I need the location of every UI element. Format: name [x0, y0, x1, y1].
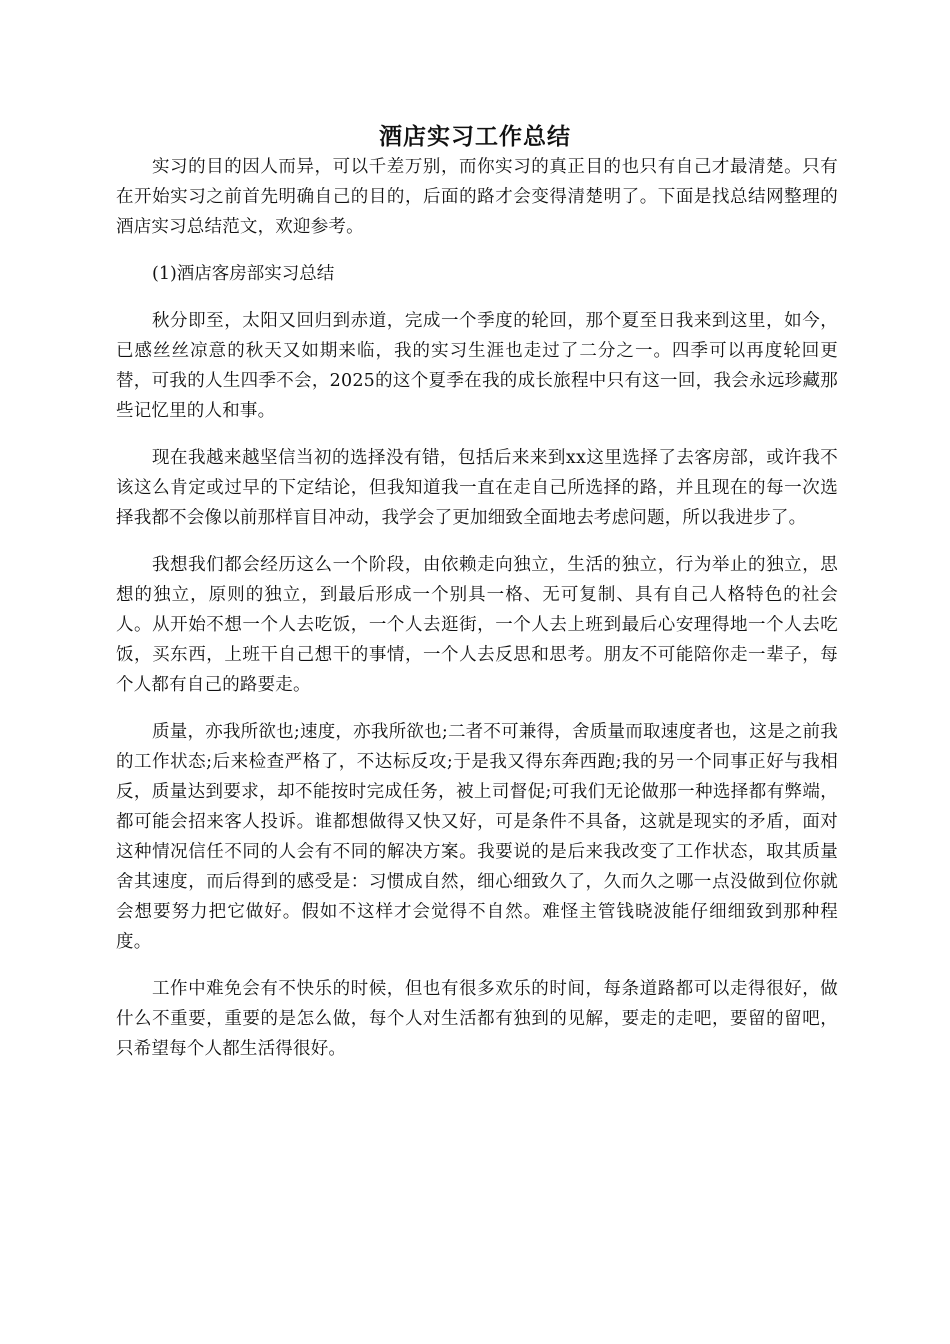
document-title: 酒店实习工作总结	[379, 123, 571, 150]
body-paragraph: 工作中难免会有不快乐的时候，但也有很多欢乐的时间，每条道路都可以走得很好，做什么不重要，重要的是怎么做，每个人对生活都有独到的见解，要走的走吧，要留的留吧，只希望每个人都生活得很好。	[116, 979, 838, 1059]
document-body	[116, 152, 838, 1081]
section-heading: (1)酒店客房部实习总结	[152, 264, 335, 284]
body-paragraph: 现在我越来越坚信当初的选择没有错，包括后来来到xx这里选择了去客房部，或许我不该这么肯定或过早的下定结论，但我知道我一直在走自己所选择的路，并且现在的每一次选择我都不会像以前那样盲目冲动，我学会了更加细致全面地去考虑问题，所以我进步了。	[116, 448, 838, 528]
body-paragraph: 质量，亦我所欲也;速度，亦我所欲也;二者不可兼得，舍质量而取速度者也，这是之前我的工作状态;后来检查严格了，不达标反攻;于是我又得东奔西跑;我的另一个同事正好与我相反，质量达到要求，却不能按时完成任务，被上司督促;可我们无论做那一种选择都有弊端，都可能会招来客人投诉。谁都想做得又快又好，可是条件不具备，这就是现实的矛盾，面对这种情况信任不同的人会有不同的解决方案。我要说的是后来我改变了工作状态，取其质量舍其速度，而后得到的感受是：习惯成自然，细心细致久了，久而久之哪一点没做到位你就会想要努力把它做好。假如不这样才会觉得不自然。难怪主管钱晓波能仔细细致到那种程度。	[116, 722, 838, 952]
body-paragraph: 秋分即至，太阳又回归到赤道，完成一个季度的轮回，那个夏至日我来到这里，如今，已感丝丝凉意的秋天又如期来临，我的实习生涯也走过了二分之一。四季可以再度轮回更替，可我的人生四季不会，2025的这个夏季在我的成长旅程中只有这一回，我会永远珍藏那些记忆里的人和事。	[116, 311, 838, 421]
body-paragraph: 我想我们都会经历这么一个阶段，由依赖走向独立，生活的独立，行为举止的独立，思想的独立，原则的独立，到最后形成一个别具一格、无可复制、具有自己人格特色的社会人。从开始不想一个人去吃饭，一个人去逛街，一个人去上班到最后心安理得地一个人去吃饭，买东西，上班干自己想干的事情，一个人去反思和思考。朋友不可能陪你走一辈子，每个人都有自己的路要走。	[116, 555, 838, 695]
intro-paragraph: 实习的目的因人而异，可以千差万别，而你实习的真正目的也只有自己才最清楚。只有在开始实习之前首先明确自己的目的，后面的路才会变得清楚明了。下面是找总结网整理的酒店实习总结范文，欢迎参考。	[116, 157, 838, 237]
